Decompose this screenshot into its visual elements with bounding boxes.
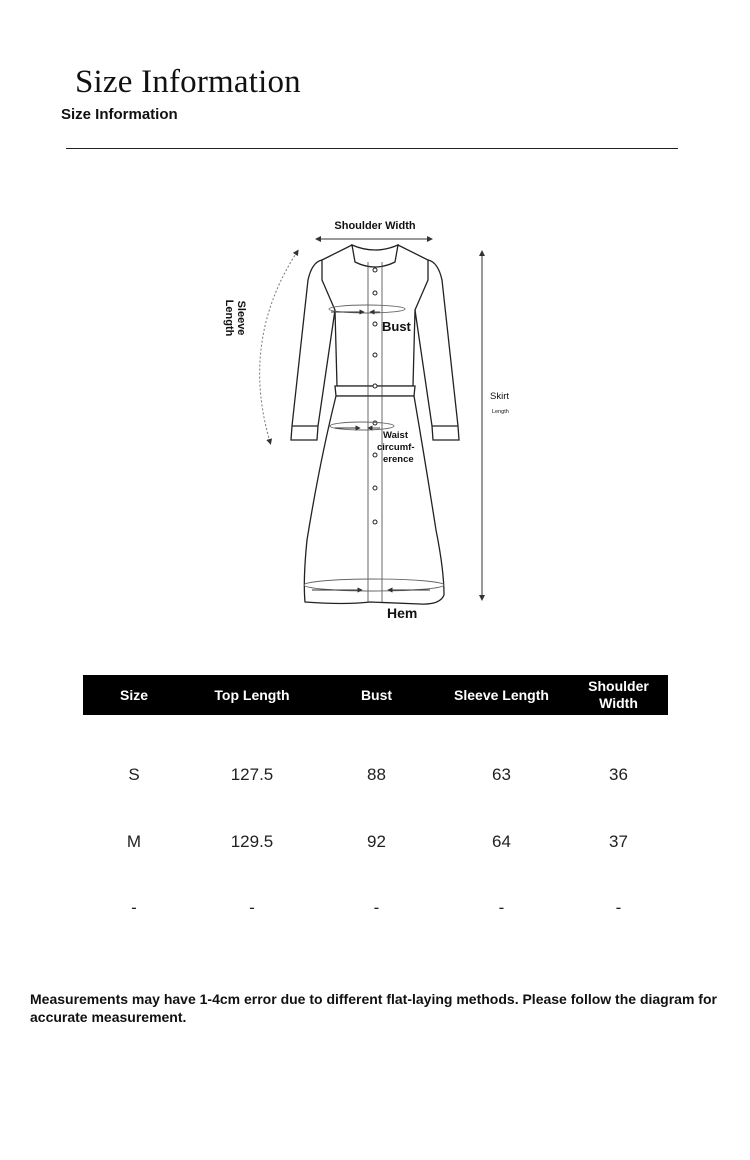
- hem-label: Hem: [387, 605, 418, 621]
- column-header-bust: Bust: [360, 686, 393, 703]
- table-cell-size: M: [126, 832, 142, 851]
- table-cell-shoulder-width: 37: [609, 832, 628, 851]
- waist-label-2: circumf-: [377, 442, 415, 453]
- column-header-top-length: Top Length: [214, 686, 290, 703]
- table-cell-sleeve-length: 63: [492, 765, 511, 784]
- divider: [66, 148, 678, 149]
- column-header-shoulder-line1: Shoulder: [588, 678, 649, 694]
- waist-label-1: Waist: [383, 430, 408, 441]
- table-cell-shoulder-width: 36: [609, 765, 628, 784]
- column-header-size: Size: [119, 686, 148, 703]
- table-cell-top-length: -: [249, 898, 255, 917]
- table-cell-sleeve-length: -: [498, 898, 505, 917]
- skirt-label: Skirt: [490, 391, 509, 402]
- column-header-sleeve-length: Sleeve Length: [454, 686, 549, 703]
- table-row: [83, 760, 668, 790]
- sleeve-length-label: Length: [223, 299, 235, 337]
- shoulder-width-label: Shoulder Width: [334, 220, 416, 232]
- table-cell-bust: 88: [367, 765, 386, 784]
- size-table-header: [83, 675, 668, 715]
- waist-label-3: erence: [383, 454, 414, 465]
- table-cell-sleeve-length: 64: [492, 832, 511, 851]
- table-cell-shoulder-width: -: [615, 898, 622, 917]
- table-cell-top-length: 127.5: [230, 765, 274, 784]
- table-cell-top-length: 129.5: [230, 832, 274, 851]
- table-cell-bust: -: [373, 898, 380, 917]
- page-title: Size Information: [75, 64, 301, 100]
- skirt-length-label: Length: [492, 409, 509, 415]
- table-row: [83, 827, 668, 857]
- page-subtitle: Size Information: [61, 106, 178, 123]
- dress-measurement-diagram: [0, 200, 750, 640]
- measurement-note: Measurements may have 1-4cm error due to different flat-laying methods. Please follow the diagram for accurate measurement.: [30, 991, 717, 1025]
- table-cell-size: S: [128, 765, 140, 784]
- sleeve-label: Sleeve: [235, 300, 247, 336]
- table-cell-bust: 92: [367, 832, 386, 851]
- column-header-shoulder-width: [569, 678, 668, 712]
- bust-label: Bust: [382, 319, 411, 334]
- table-cell-size: -: [131, 898, 137, 917]
- table-row: [83, 893, 668, 923]
- column-header-shoulder-line2: Width: [599, 695, 638, 711]
